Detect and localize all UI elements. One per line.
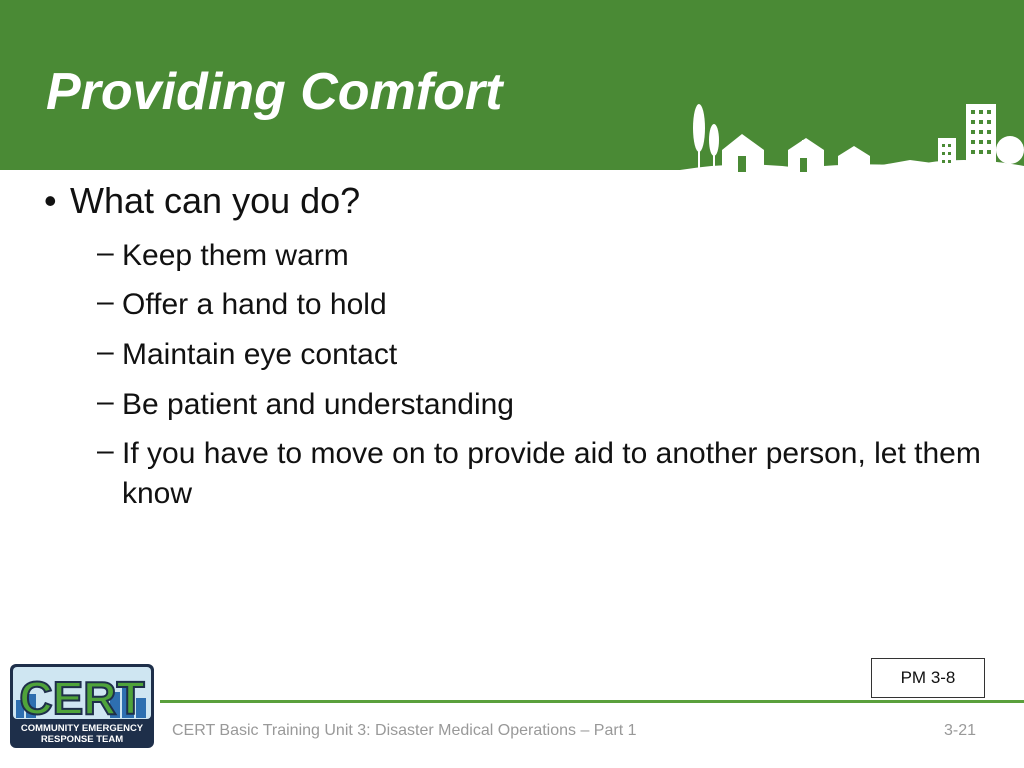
cert-logo-icon [10,664,154,748]
town-skyline-icon [680,100,1024,172]
slide-header [0,0,1024,170]
dash-glyph: – [97,285,114,318]
logo-line2: RESPONSE TEAM [40,734,124,745]
logo-letters: CERT [19,672,145,724]
sub-item-text: If you have to move on to provide aid to another person, let them know [122,437,981,510]
sub-item-text: Be patient and understanding [122,388,514,421]
main-bullet-text: What can you do? [70,180,361,221]
footer-course-title: CERT Basic Training Unit 3: Disaster Medical Operations – Part 1 [172,722,637,739]
slide-title: Providing Comfort [46,63,503,121]
sub-item-text: Offer a hand to hold [122,288,387,321]
page-number: 3-21 [944,722,977,739]
reference-box [871,658,985,698]
reference-text: PM 3-8 [900,668,956,687]
bullet-glyph: • [44,180,57,221]
sub-item-text: Maintain eye contact [122,338,398,371]
logo-line1: COMMUNITY EMERGENCY [20,723,144,734]
main-bullet [44,180,360,222]
sub-item-text: Keep them warm [122,239,349,272]
dash-glyph: – [97,434,114,467]
footer-divider [160,700,1024,703]
dash-glyph: – [97,236,114,269]
dash-glyph: – [97,385,114,418]
dash-glyph: – [97,335,114,368]
